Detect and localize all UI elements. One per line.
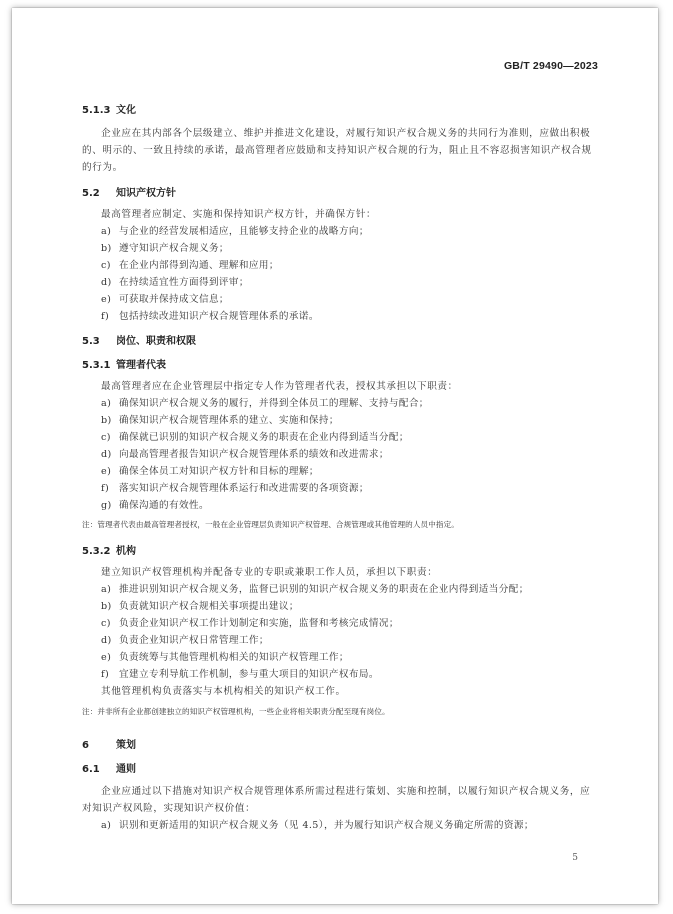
heading-5-3-2: 5.3.2 机构 [82,546,136,557]
list-intro: 最高管理者应在企业管理层中指定专人作为管理者代表，授权其承担以下职责： [101,381,458,392]
list-item: c) 确保就已识别的知识产权合规义务的职责在企业内得到适当分配； [101,432,409,443]
note-organization: 注：并非所有企业都创建独立的知识产权管理机构，一些企业将相关职责分配至现有岗位。 [82,707,390,716]
list-item: d) 向最高管理者报告知识产权合规管理体系的绩效和改进需求； [101,449,389,460]
list-organization [82,564,600,700]
paragraph-culture: 企业应在其内部各个层级建立、维护并推进文化建设，对履行知识产权合规义务的共同行为准则，应做出积极的、明示的、一致且持续的承诺，最高管理者应鼓励和支持知识产权合规的行为，阻止且不容忍损害知识产权合规的行为。 [82,128,592,173]
heading-5-3: 5.3 岗位、职责和权限 [82,336,196,347]
heading-6: 6 策划 [82,740,136,751]
list-item: c) 负责企业知识产权工作计划制定和实施，监督和考核完成情况； [101,618,399,629]
list-intro: 最高管理者应制定、实施和保持知识产权方针，并确保方针： [101,209,377,220]
list-item: c) 在企业内部得到沟通、理解和应用； [101,260,279,271]
list-item: f) 包括持续改进知识产权合规管理体系的承诺。 [101,311,319,322]
list-ip-policy [82,206,600,325]
list-item: a) 识别和更新适用的知识产权合规义务（见 4.5），并为履行知识产权合规义务确定所需的资源； [101,820,534,831]
page-number: 5 [572,853,578,863]
list-item: a) 推进识别知识产权合规义务，监督已识别的知识产权合规义务的职责在企业内得到适当分配； [101,584,529,595]
list-item: d) 在持续适宜性方面得到评审； [101,277,249,288]
list-item: b) 遵守知识产权合规义务； [101,243,229,254]
list-management-representative [82,378,600,514]
heading-5-2: 5.2 知识产权方针 [82,188,176,199]
list-item: d) 负责企业知识产权日常管理工作； [101,635,269,646]
section-general [82,783,600,834]
paragraph-general: 企业应通过以下措施对知识产权合规管理体系所需过程进行策划、实施和控制，以履行知识产权合规义务，应对知识产权风险，实现知识产权价值： [82,786,591,814]
heading-5-3-1: 5.3.1 管理者代表 [82,360,166,371]
list-item: b) 确保知识产权合规管理体系的建立、实施和保持； [101,415,339,426]
list-item: g) 确保沟通的有效性。 [101,500,209,511]
heading-6-1: 6.1 通则 [82,764,136,775]
list-item: a) 确保知识产权合规义务的履行，并得到全体员工的理解、支持与配合； [101,398,429,409]
list-item: f) 落实知识产权合规管理体系运行和改进需要的各项资源； [101,483,369,494]
list-item: e) 确保全体员工对知识产权方针和目标的理解； [101,466,319,477]
list-item: f) 宜建立专利导航工作机制，参与重大项目的知识产权布局。 [101,669,379,680]
paragraph-other-departments: 其他管理机构负责落实与本机构相关的知识产权工作。 [101,686,346,697]
list-item: e) 可获取并保持成文信息； [101,294,229,305]
note-management-representative: 注：管理者代表由最高管理者授权，一般在企业管理层负责知识产权管理、合规管理或其他管理的人员中指定。 [82,520,459,529]
document-page [12,8,658,904]
list-intro: 建立知识产权管理机构并配备专业的专职或兼职工作人员，承担以下职责： [101,567,438,578]
list-item: a) 与企业的经营发展相适应，且能够支持企业的战略方向； [101,226,369,237]
list-item: e) 负责统筹与其他管理机构相关的知识产权管理工作； [101,652,349,663]
list-item: b) 负责就知识产权合规相关事项提出建议； [101,601,299,612]
heading-5-1-3: 5.1.3 文化 [82,105,136,116]
standard-code: GB/T 29490—2023 [503,60,598,72]
